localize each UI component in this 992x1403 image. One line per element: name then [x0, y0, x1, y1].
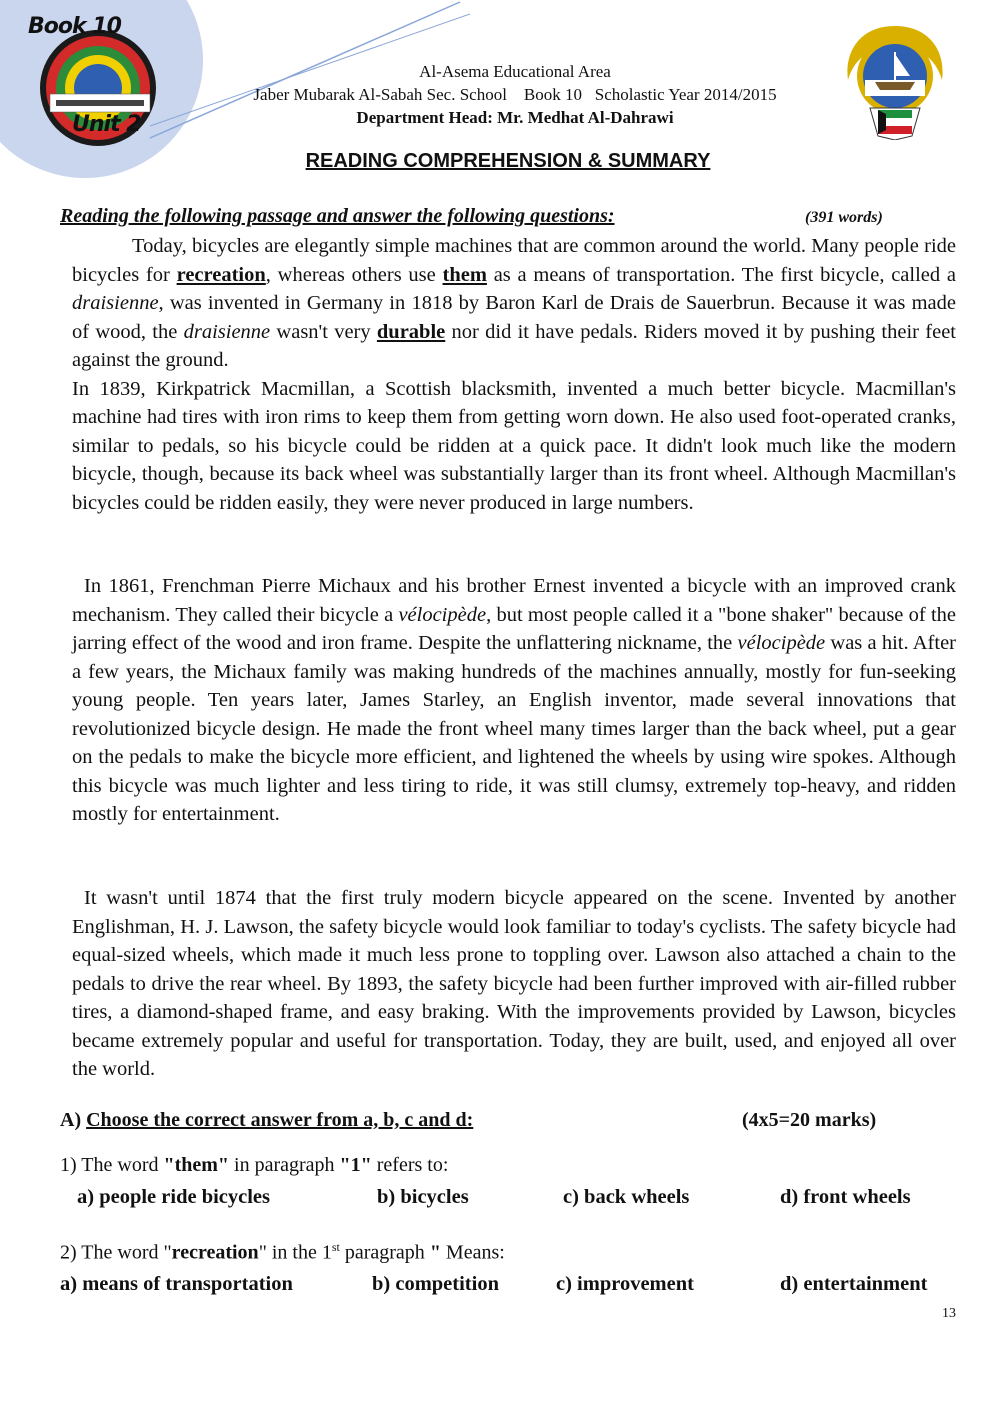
- book-label: Book 10: [28, 14, 121, 39]
- question-1: 1) The word "them" in paragraph "1" refers to:: [60, 1154, 449, 1176]
- header-school-line: Jaber Mubarak Al-Sabah Sec. School Book 10 Scholastic Year 2014/2015: [253, 85, 777, 104]
- passage-paragraph-2: In 1861, Frenchman Pierre Michaux and his brother Ernest invented a bicycle with an improved crank mechanism. They called their bicycle a vélocipède, but most people called it a "bone shaker" because of the jarring effect of the wood and iron frame. Despite the unflattering nickname, the vélocipède was a hit. After a few years, the Michaux family was making hundreds of the machines annually, mostly for fun-seeking young people. Ten years later, James Starley, an English inventor, made several innovations that revolutionized bicycle design. He made the front wheel many times larger than the back wheel, put a gear on the pedals to make the bicycle more efficient, and lightened the wheels by using wire spokes. Although this bicycle was much lighter and less tiring to ride, it was still clumsy, extremely top-heavy, and ridden mostly for entertainment.: [72, 575, 956, 825]
- header-area: Al-Asema Educational Area: [419, 62, 611, 81]
- reading-instruction: Reading the following passage and answer the following questions:: [60, 205, 615, 227]
- q2-option-c[interactable]: c) improvement: [556, 1273, 694, 1295]
- passage-paragraph-3: It wasn't until 1874 that the first truly modern bicycle appeared on the scene. Invented by another Englishman, H. J. Lawson, the safety bicycle would look familiar to today's cyclists. The safety bicycle had equal-sized wheels, which made it much less prone to toppling over. Lawson also attached a chain to the pedals to drive the rear wheel. By 1893, the safety bicycle had been further improved with air-filled rubber tires, a diamond-shaped frame, and easy braking. With the improvements provided by Lawson, bicycles became extremely popular and useful for transportation. Today, they are built, used, and enjoyed all over the world.: [72, 887, 956, 1080]
- word-count: (391 words): [805, 209, 883, 226]
- q1-option-b[interactable]: b) bicycles: [377, 1186, 469, 1208]
- section-a-heading: A) Choose the correct answer from a, b, c and d:: [60, 1109, 474, 1131]
- highlight-durable: durable: [376, 320, 446, 343]
- passage-paragraph-1b: In 1839, Kirkpatrick Macmillan, a Scottish blacksmith, invented a much better bicycle. Macmillan's machine had tires with iron rims to keep them from getting worn down. He also used foot-operated cranks, similar to pedals, so his bicycle could be ridden at a quick pace. It didn't look much like the modern bicycle, though, because its back wheel was substantially larger than its front wheel. Although Macmillan's bicycles could be ridden easily, they were never produced in large numbers.: [72, 377, 956, 514]
- header-dept-head: Department Head: Mr. Medhat Al-Dahrawi: [356, 108, 674, 127]
- page-number: 13: [942, 1306, 956, 1321]
- q2-option-a[interactable]: a) means of transportation: [60, 1273, 293, 1295]
- highlight-them: them: [442, 263, 487, 286]
- page-title: READING COMPREHENSION & SUMMARY: [305, 150, 711, 172]
- q1-option-d[interactable]: d) front wheels: [780, 1186, 911, 1208]
- unit-label: Unit 2: [72, 112, 141, 137]
- section-a-marks: (4x5=20 marks): [742, 1109, 877, 1131]
- highlight-recreation: recreation: [176, 263, 266, 286]
- kuwait-emblem: [840, 24, 950, 140]
- q2-option-d[interactable]: d) entertainment: [780, 1273, 928, 1295]
- passage-paragraph-1: Today, bicycles are elegantly simple machines that are common around the world. Many people ride bicycles for recreation, whereas others use them as a means of transportation. The first bicycle, called a draisienne, was invented in Germany in 1818 by Baron Karl de Drais de Sauerbrun. Because it was made of wood, the draisienne wasn't very durable nor did it have pedals. Riders moved it by pushing their feet against the ground. In 1839, Kirkpatrick Macmillan, a Scottish blacksmith, invented a much better bicycle. Macmillan's machine had tires with iron rims to keep them from getting worn down. He also used foot-operated cranks, similar to pedals, so his bicycle could be ridden at a quick pace. It didn't look much like the modern bicycle, though, because its back wheel was substantially larger than its front wheel. Although Macmillan's bicycles could be ridden easily, they were never produced in large numbers.: [72, 232, 956, 517]
- q1-option-c[interactable]: c) back wheels: [563, 1186, 690, 1208]
- q2-option-b[interactable]: b) competition: [372, 1273, 499, 1295]
- q1-option-a[interactable]: a) people ride bicycles: [77, 1186, 271, 1208]
- question-2: 2) The word "recreation" in the 1st paragraph " Means:: [60, 1240, 505, 1264]
